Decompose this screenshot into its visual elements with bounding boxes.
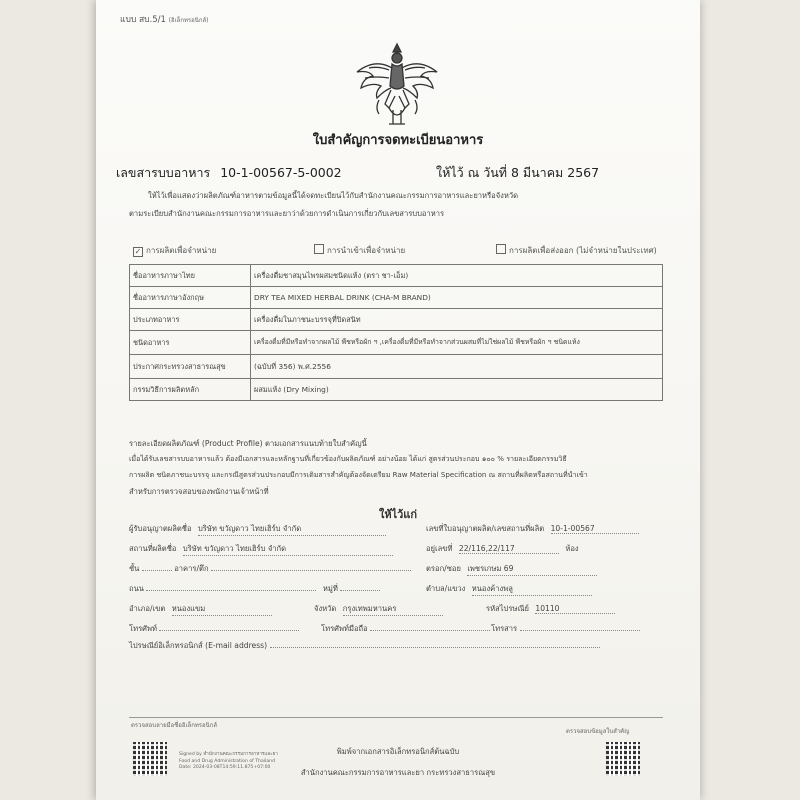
field-value (211, 570, 411, 571)
row-label: ประเภทอาหาร (130, 309, 251, 331)
profile-line-3: การผลิต ชนิดภาชนะบรรจุ และกรณีสูตรส่วนประกอบมีการเติมสารสำคัญต้องจัดเตรียม Raw Material Specification ณ สถานที่ผลิตหรือสถานที่นำเข้า (129, 470, 588, 479)
floor-building-field (129, 563, 411, 575)
row-value: เครื่องดื่มที่มีหรือทำจากผลไม้ พืชหรือผัก ฯ ,เครื่องดื่มที่มีหรือทำจากส่วนผสมที่ไม่ใช่ผลไม้ พืชหรือผัก ฯ ชนิดแห้ง (251, 331, 663, 355)
field-value: 22/116,22/117 (459, 544, 559, 554)
row-label: ชนิดอาหาร (130, 331, 251, 355)
field-value (520, 630, 640, 631)
profile-line-4: สำหรับการตรวจสอบของพนักงานเจ้าหน้าที่ (129, 487, 269, 496)
checkbox-production-for-sale[interactable] (133, 244, 216, 257)
province-field (314, 603, 443, 616)
field-label: อยู่เลขที่ (426, 544, 453, 553)
checkbox-label: การผลิตเพื่อจำหน่าย (146, 246, 217, 255)
soi-field (426, 563, 597, 576)
field-label: สถานที่ผลิตชื่อ (129, 544, 177, 553)
site-field (129, 543, 393, 556)
field-label: หมู่ที่ (322, 584, 338, 593)
verify-signature-label: ตรวจสอบลายมือชื่ออิเล็กทรอนิกส์ (131, 722, 218, 729)
signature-line: Signed by สำนักงานคณะกรรมการอาหารและยา (179, 752, 278, 757)
fax-field (491, 623, 640, 635)
table-row (130, 331, 663, 355)
intro-line-1: ให้ไว้เพื่อแสดงว่าผลิตภัณฑ์อาหารตามข้อมูลนี้ได้จดทะเบียนไว้กับสำนักงานคณะกรรมการอาหารและยาหรือจังหวัด (148, 191, 519, 200)
certificate-title: ใบสำคัญการจดทะเบียนอาหาร (312, 133, 484, 148)
row-value: เครื่องดื่มในภาชนะบรรจุที่ปิดสนิท (251, 309, 663, 331)
road-field (129, 583, 380, 595)
postcode-field (486, 603, 615, 615)
print-source-line: พิมพ์จากเอกสารอิเล็กทรอนิกส์ต้นฉบับ (336, 747, 460, 756)
certificate-page (96, 0, 700, 800)
table-row (130, 355, 663, 379)
form-code-label: แบบ สบ.5/1 (120, 15, 166, 25)
row-label: ชื่ออาหารภาษาไทย (130, 265, 251, 287)
mobile-field (321, 623, 490, 635)
phone-field (129, 623, 299, 635)
field-label: โทรสาร (491, 624, 518, 633)
field-value (142, 570, 172, 571)
profile-line-2: เมื่อได้รับเลขสารบบอาหารแล้ว ต้องมีเอกสารและหลักฐานที่เกี่ยวข้องกับผลิตภัณฑ์ อย่างน้อย ได้แก่ สูตรส่วนประกอบ ๑๐๐ % รายละเอียดกรรมวิธี (129, 454, 567, 463)
field-label: ตรอก/ซอย (426, 564, 461, 573)
row-value: เครื่องดื่มชาสมุนไพรผสมชนิดแห้ง (ตรา ชา-เอ็ม) (251, 265, 663, 287)
profile-line-1: รายละเอียดผลิตภัณฑ์ (Product Profile) ตามเอกสารแนบท้ายใบสำคัญนี้ (129, 439, 367, 448)
registration-number-label: เลขสารบบอาหาร (116, 165, 211, 180)
field-label: ตำบล/แขวง (426, 584, 466, 593)
license-number-field (426, 523, 639, 535)
field-label: ห้อง (565, 544, 579, 553)
issued-to-heading: ให้ไว้แก่ (378, 508, 418, 521)
certificate-qr-code[interactable] (606, 742, 640, 776)
registration-number-value: 10-1-00567-5-0002 (220, 165, 342, 180)
agency-line: สำนักงานคณะกรรมการอาหารและยา กระทรวงสาธารณสุข (300, 768, 496, 777)
field-value (340, 590, 380, 591)
issue-date: ให้ไว้ ณ วันที่ 8 มีนาคม 2567 (436, 165, 600, 180)
form-code-note: (อิเล็กทรอนิกส์) (168, 17, 209, 24)
field-label: ชั้น (129, 564, 140, 573)
field-label: โทรศัพท์ (129, 624, 157, 633)
email-field (129, 640, 600, 652)
table-row (130, 287, 663, 309)
registration-number (116, 163, 342, 183)
checkbox-label: การนำเข้าเพื่อจำหน่าย (327, 246, 406, 255)
signature-line: Food and Drug Administration of Thailand (179, 758, 275, 764)
empty-checkbox-icon (314, 244, 324, 254)
subdistrict-field (426, 583, 592, 596)
field-value: 10110 (535, 604, 615, 614)
table-row (130, 379, 663, 401)
check-icon: ✓ (134, 247, 142, 256)
field-value (159, 630, 299, 631)
field-value: บริษัท ขวัญดาว ไทยเฮิร์บ จำกัด (198, 523, 386, 536)
form-code (120, 12, 208, 26)
field-label: รหัสไปรษณีย์ (486, 604, 529, 613)
field-label: เลขที่ใบอนุญาตผลิต/เลขสถานที่ผลิต (426, 524, 545, 533)
field-label: โทรศัพท์มือถือ (321, 624, 368, 633)
field-value: หนองค้างพลู (472, 583, 592, 596)
field-label: ผู้รับอนุญาตผลิตชื่อ (129, 524, 192, 533)
empty-checkbox-icon (496, 244, 506, 254)
table-row (130, 265, 663, 287)
verify-certificate-label: ตรวจสอบข้อมูลใบสำคัญ (566, 728, 630, 735)
row-label: ชื่ออาหารภาษาอังกฤษ (130, 287, 251, 309)
row-label: กรรมวิธีการผลิตหลัก (130, 379, 251, 401)
field-value: บริษัท ขวัญดาว ไทยเฮิร์บ จำกัด (183, 543, 393, 556)
field-value: หนองแขม (172, 603, 272, 616)
row-value: (ฉบับที่ 356) พ.ศ.2556 (251, 355, 663, 379)
field-value (270, 647, 600, 648)
district-field (129, 603, 272, 616)
holder-field (129, 523, 386, 536)
row-label: ประกาศกระทรวงสาธารณสุข (130, 355, 251, 379)
field-value: เพชรเกษม 69 (467, 563, 597, 576)
field-label: จังหวัด (314, 604, 337, 613)
field-value: 10-1-00567 (551, 524, 639, 534)
signature-line: Date: 2024-03-08T14:59:11.875+07:00 (179, 765, 271, 770)
intro-line-2: ตามระเบียบสำนักงานคณะกรรมการอาหารและยาว่าด้วยการดำเนินการเกี่ยวกับเลขสารบบอาหาร (129, 209, 445, 218)
field-value (370, 630, 490, 631)
row-value: ผสมแห้ง (Dry Mixing) (251, 379, 663, 401)
food-info-table (129, 264, 663, 401)
field-value (146, 590, 316, 591)
footer-divider (129, 717, 663, 718)
house-number-field (426, 543, 579, 555)
field-value: กรุงเทพมหานคร (343, 603, 443, 616)
field-label: อำเภอ/เขต (129, 604, 166, 613)
table-row (130, 309, 663, 331)
field-label: อาคาร/ตึก (174, 564, 209, 573)
field-label: ไปรษณีย์อิเล็กทรอนิกส์ (E-mail address) (129, 641, 268, 650)
garuda-emblem-icon (349, 38, 445, 130)
checkbox-export-production[interactable] (496, 244, 657, 257)
row-value: DRY TEA MIXED HERBAL DRINK (CHA-M BRAND) (251, 287, 663, 309)
checkbox-label: การผลิตเพื่อส่งออก (ไม่จำหน่ายในประเทศ) (509, 246, 657, 255)
checkbox-import-for-sale[interactable] (314, 244, 405, 257)
field-label: ถนน (129, 584, 144, 593)
